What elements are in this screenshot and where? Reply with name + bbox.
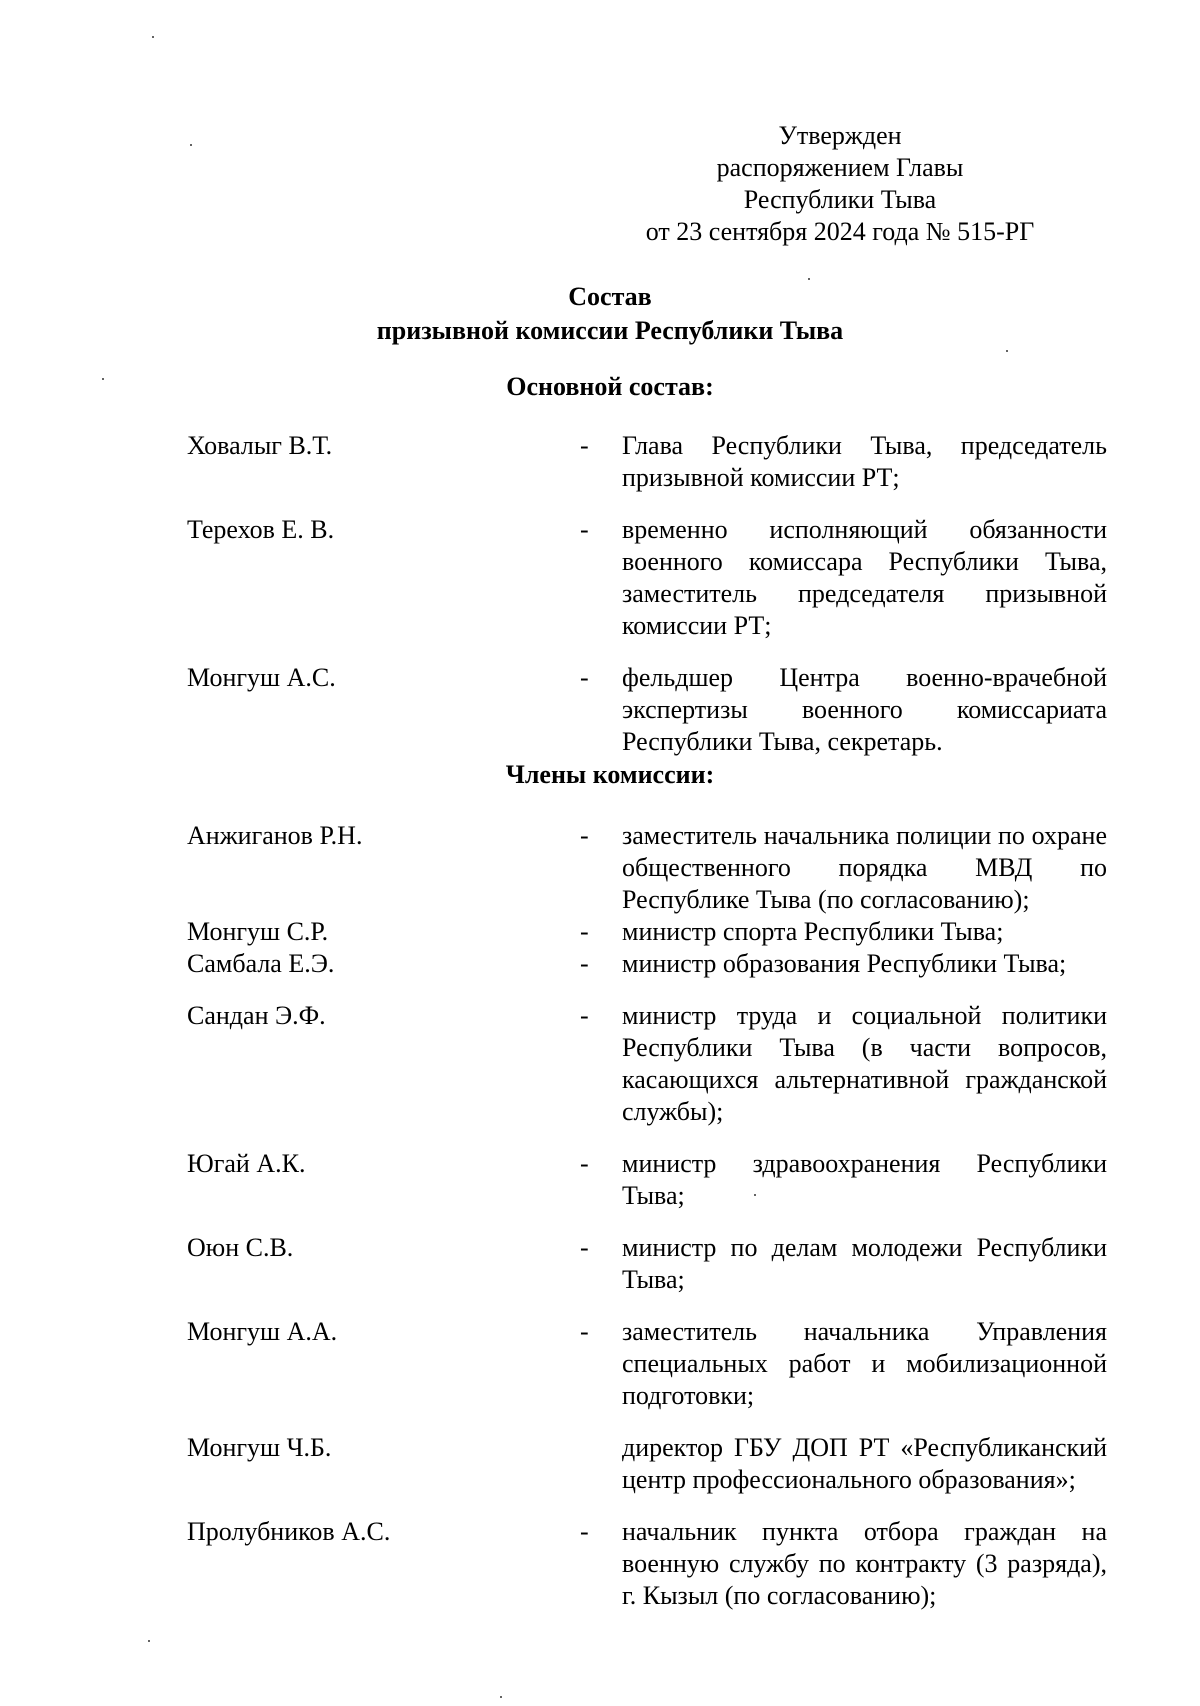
list-item	[187, 1000, 1107, 1128]
dash-separator: -	[580, 1233, 589, 1262]
list-item	[187, 430, 1107, 494]
list-item	[187, 916, 1107, 948]
dash-separator: -	[580, 663, 589, 692]
members-section-heading: Члены комиссии:	[505, 760, 715, 789]
dash-separator: -	[580, 1517, 589, 1546]
dash-separator: -	[580, 431, 589, 460]
list-item	[187, 948, 1107, 980]
commission-members-list	[187, 820, 1107, 1612]
list-item	[187, 514, 1107, 642]
list-item	[187, 1516, 1107, 1612]
member-name: Самбала Е.Э.	[187, 949, 335, 978]
dash-separator: -	[580, 515, 589, 544]
dash-separator	[580, 1432, 622, 1496]
scan-speck	[190, 144, 192, 146]
member-name: Оюн С.В.	[187, 1233, 294, 1262]
approval-line-republic: Республики Тыва	[743, 185, 937, 214]
approval-line-order: распоряжением Главы	[716, 153, 964, 182]
member-name: Монгуш С.Р.	[187, 917, 329, 946]
member-name: Пролубников А.С.	[187, 1517, 391, 1546]
member-position: директор ГБУ ДОП РТ «Республиканский центр профессионального образования»;	[622, 1433, 1107, 1494]
main-section-heading: Основной состав:	[506, 372, 714, 401]
approval-line-approved: Утвержден	[778, 121, 902, 150]
member-position: министр здравоохранения Республики Тыва;	[622, 1149, 1107, 1210]
member-name: Сандан Э.Ф.	[187, 1001, 326, 1030]
member-name: Анжиганов Р.Н.	[187, 821, 363, 850]
member-position: Глава Республики Тыва, председатель призывной комиссии РТ;	[622, 431, 1107, 492]
member-name: Югай А.К.	[187, 1149, 306, 1178]
approval-block	[600, 120, 1080, 248]
member-position: фельдшер Центра военно-врачебной экспертизы военного комиссариата Республики Тыва, секретарь.	[622, 663, 1107, 756]
member-position: заместитель начальника полиции по охране общественного порядка МВД по Республике Тыва (по согласованию);	[622, 821, 1107, 914]
list-item	[187, 1148, 1107, 1212]
list-item	[187, 1432, 1107, 1496]
main-members-list	[187, 430, 1107, 758]
dash-separator: -	[580, 917, 589, 946]
scan-speck	[152, 36, 154, 38]
scan-speck	[148, 1640, 150, 1642]
member-name: Терехов Е. В.	[187, 515, 335, 544]
scan-speck	[1006, 350, 1008, 352]
list-item	[187, 662, 1107, 758]
member-position: министр по делам молодежи Республики Тыва;	[622, 1233, 1107, 1294]
document-title	[0, 280, 1200, 348]
member-position: временно исполняющий обязанности военного комиссара Республики Тыва, заместитель председателя призывной комиссии РТ;	[622, 515, 1107, 640]
list-item	[187, 1316, 1107, 1412]
list-item	[187, 820, 1107, 916]
dash-separator: -	[580, 1149, 589, 1178]
list-item	[187, 1232, 1107, 1296]
dash-separator: -	[580, 1001, 589, 1030]
member-name: Монгуш А.А.	[187, 1317, 338, 1346]
approval-line-date: от 23 сентября 2024 года № 515-РГ	[645, 217, 1035, 246]
member-position: заместитель начальника Управления специальных работ и мобилизационной подготовки;	[622, 1317, 1107, 1410]
title-line-1: Состав	[568, 282, 652, 311]
dash-separator: -	[580, 821, 589, 850]
member-name: Ховалыг В.Т.	[187, 431, 333, 460]
member-position: министр труда и социальной политики Республики Тыва (в части вопросов, касающихся альтернативной гражданской службы);	[622, 1001, 1107, 1126]
member-position: министр спорта Республики Тыва;	[622, 917, 1004, 946]
member-position: начальник пункта отбора граждан на военную службу по контракту (3 разряда), г. Кызыл (по согласованию);	[622, 1517, 1107, 1610]
scan-speck	[500, 1696, 502, 1698]
member-name: Монгуш Ч.Б.	[187, 1433, 332, 1462]
member-name: Монгуш А.С.	[187, 663, 336, 692]
member-position: министр образования Республики Тыва;	[622, 949, 1067, 978]
dash-separator: -	[580, 949, 589, 978]
title-line-2: призывной комиссии Республики Тыва	[376, 316, 844, 345]
dash-separator: -	[580, 1317, 589, 1346]
